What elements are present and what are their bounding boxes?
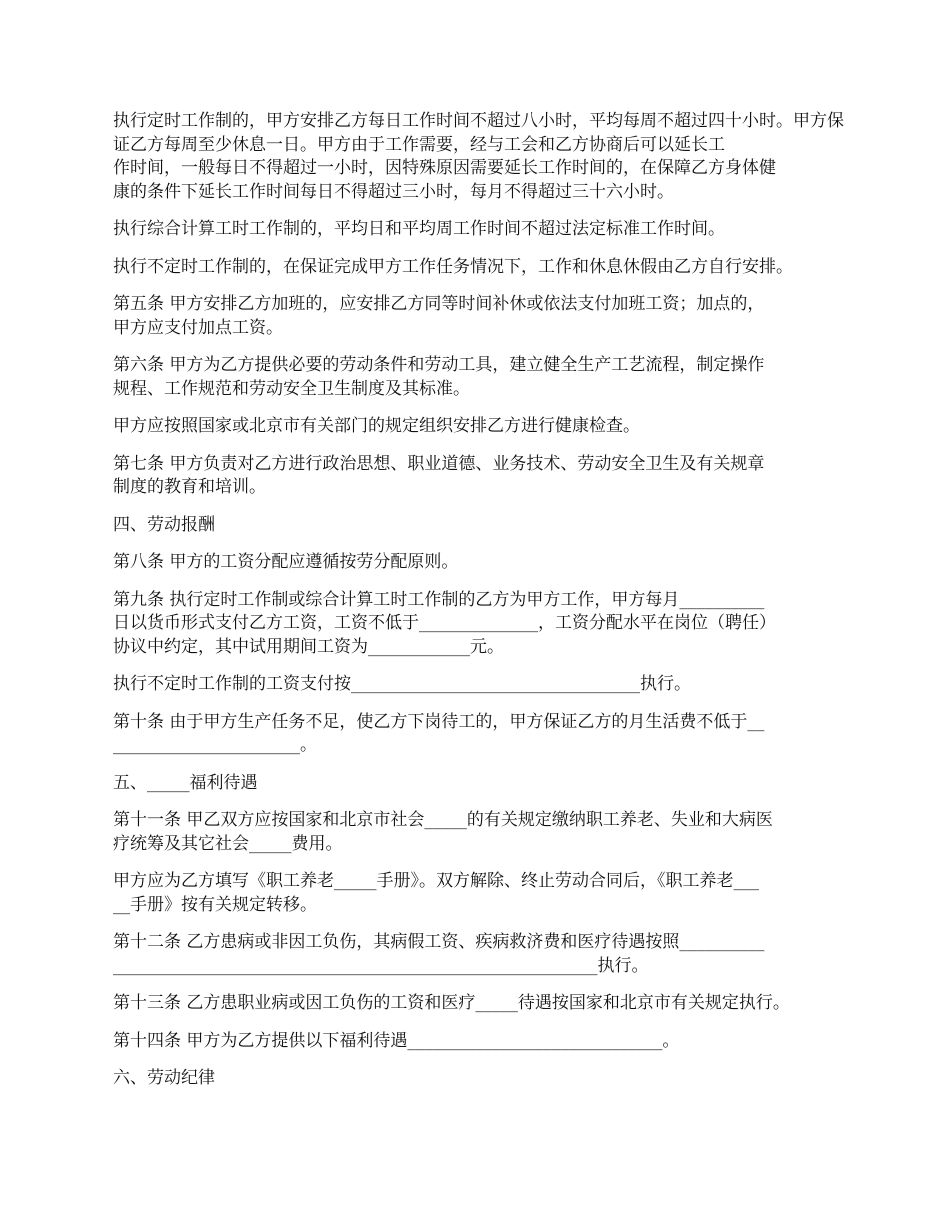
paragraph-article-13: 第十三条 乙方患职业病或因工负伤的工资和医疗_____待遇按国家和北京市有关规定执行。 bbox=[113, 993, 790, 1013]
section-heading-discipline: 六、劳动纪律 bbox=[113, 1068, 215, 1088]
paragraph-article-7: 第七条 甲方负责对乙方进行政治思想、职业道德、业务技术、劳动安全卫生及有关规章 制度的教育和培训。 bbox=[113, 453, 765, 497]
paragraph-article-14: 第十四条 甲方为乙方提供以下福利待遇______________________________。 bbox=[113, 1030, 680, 1051]
paragraph-flexible-hours: 执行不定时工作制的，在保证完成甲方工作任务情况下，工作和休息休假由乙方自行安排。 bbox=[113, 256, 793, 277]
paragraph-work-hours-standard: 执行定时工作制的，甲方安排乙方每日工作时间不超过八小时，平均每周不超过四十小时。甲方保证乙方每周至少休息一日。甲方由于工作需要，经与工会和乙方协商后可以延长工 作时间，一般每日不得超过一小时，因特殊原因需要延长工作时间的，在保障乙方身体健 康的条件下延长工作时间每日不得超过三小时，每月不得超过三十六小时。 bbox=[113, 111, 844, 202]
paragraph-article-12: 第十二条 乙方患病或非因工负伤，其病假工资、疾病救济费和医疗待遇按照__________ _________________________________________________________执行。 bbox=[113, 932, 765, 976]
paragraph-article-9: 第九条 执行定时工作制或综合计算工时工作制的乙方为甲方工作，甲方每月__________ 日以货币形式支付乙方工资，工资不低于______________，工资分配水平在岗位（聘任） 协议中约定，其中试用期间工资为____________元。 bbox=[113, 589, 776, 657]
paragraph-article-8: 第八条 甲方的工资分配应遵循按劳分配原则。 bbox=[113, 552, 459, 572]
paragraph-flexible-wage: 执行不定时工作制的工资支付按__________________________________执行。 bbox=[113, 674, 691, 694]
section-heading-remuneration: 四、劳动报酬 bbox=[113, 514, 215, 535]
paragraph-article-5: 第五条 甲方安排乙方加班的，应安排乙方同等时间补休或依法支付加班工资；加点的， 甲方应支付加点工资。 bbox=[113, 294, 765, 338]
document-body bbox=[113, 110, 853, 1105]
paragraph-comprehensive-hours: 执行综合计算工时工作制的，平均日和平均周工作时间不超过法定标准工作时间。 bbox=[113, 219, 725, 239]
paragraph-pension-handbook: 甲方应为乙方填写《职工养老_____手册》。双方解除、终止劳动合同后，《职工养老___ __手册》按有关规定转移。 bbox=[113, 871, 759, 915]
paragraph-article-10: 第十条 由于甲方生产任务不足，使乙方下岗待工的，甲方保证乙方的月生活费不低于__ ______________________。 bbox=[113, 711, 765, 755]
section-heading-welfare: 五、_____福利待遇 bbox=[113, 772, 258, 793]
paragraph-article-11: 第十一条 甲乙双方应按国家和北京市社会_____的有关规定缴纳职工养老、失业和大病医 疗统筹及其它社会_____费用。 bbox=[113, 810, 773, 854]
paragraph-health-check: 甲方应按照国家或北京市有关部门的规定组织安排乙方进行健康检查。 bbox=[113, 416, 640, 436]
paragraph-article-6: 第六条 甲方为乙方提供必要的劳动条件和劳动工具，建立健全生产工艺流程，制定操作 规程、工作规范和劳动安全卫生制度及其标准。 bbox=[113, 355, 765, 399]
